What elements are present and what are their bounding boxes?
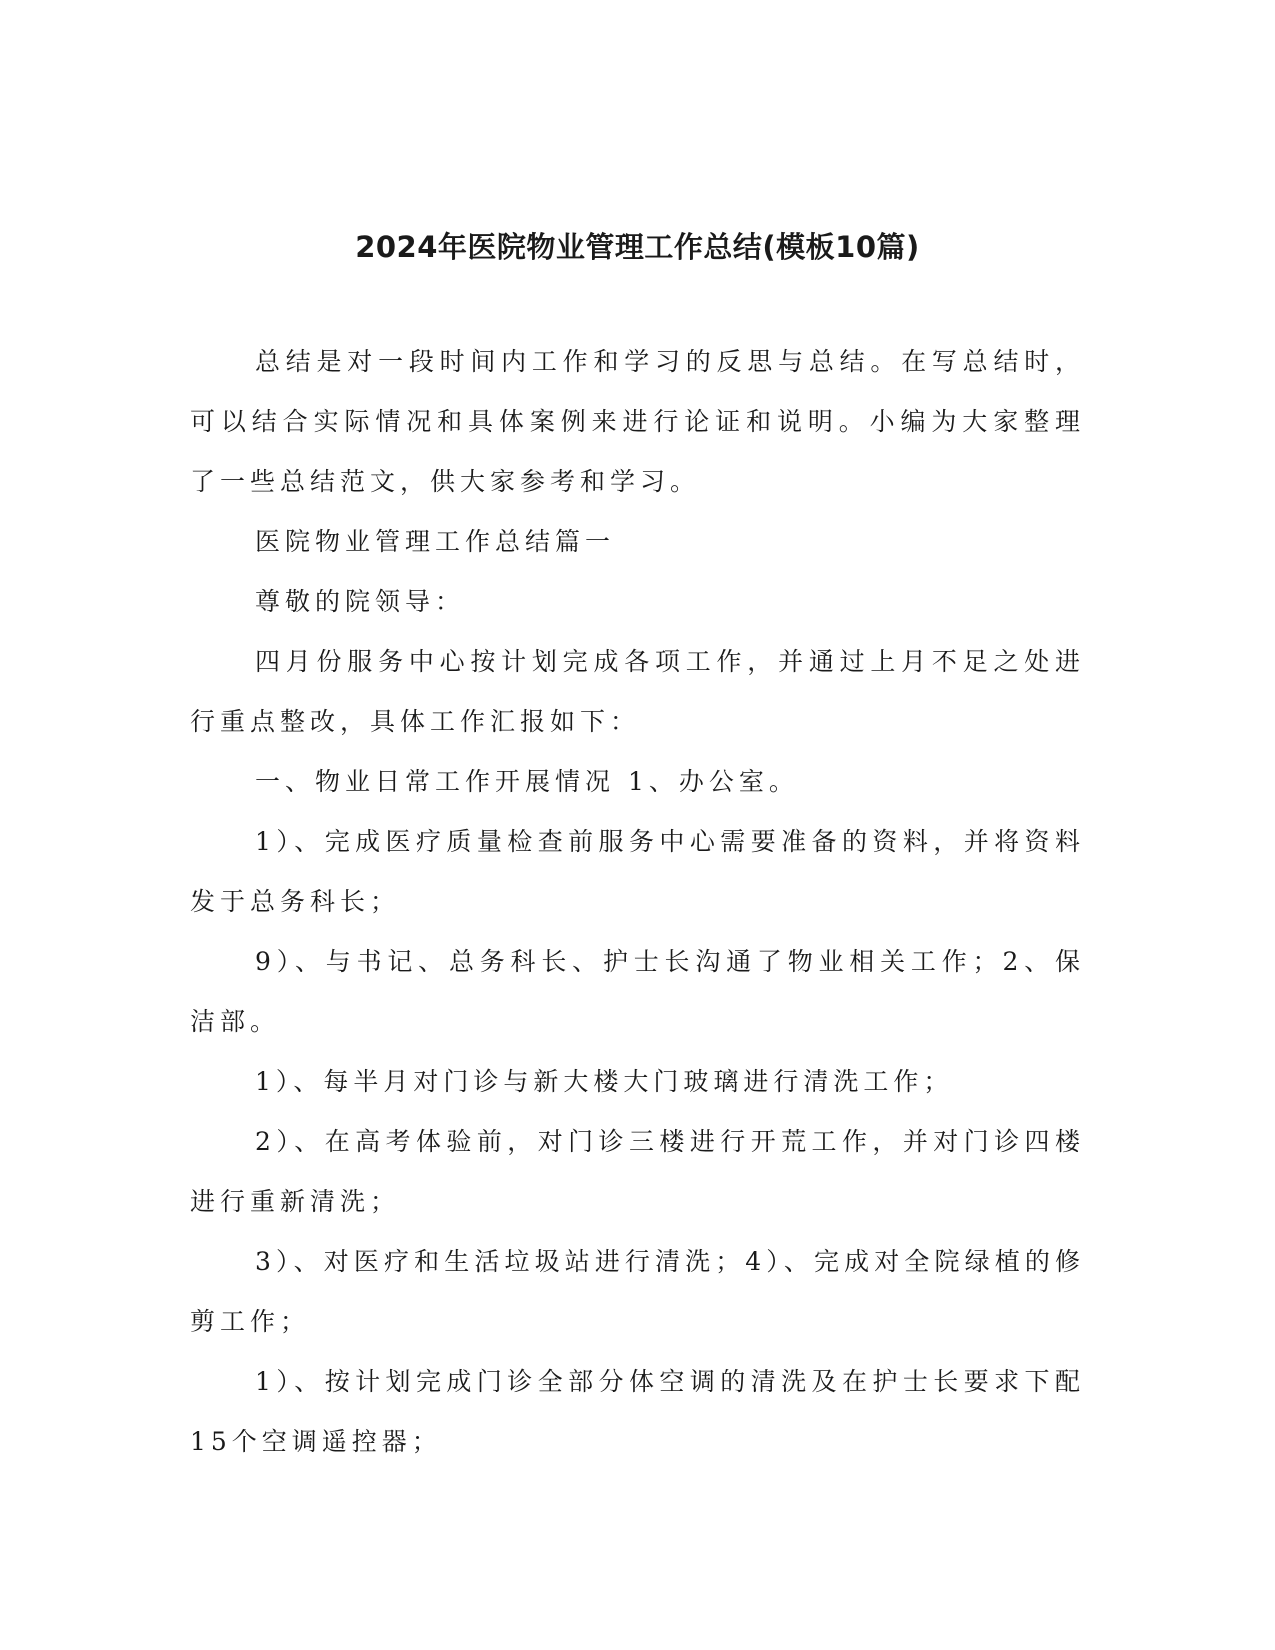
paragraph: 2）、在高考体验前，对门诊三楼进行开荒工作，并对门诊四楼进行重新清洗； — [190, 1127, 1085, 1216]
paragraph: 四月份服务中心按计划完成各项工作，并通过上月不足之处进行重点整改，具体工作汇报如下： — [190, 647, 1085, 736]
document-title: 2024年医院物业管理工作总结(模板10篇) — [355, 230, 920, 265]
paragraph: 一、物业日常工作开展情况 1、办公室。 — [255, 767, 799, 796]
paragraph: 1）、每半月对门诊与新大楼大门玻璃进行清洗工作； — [255, 1067, 954, 1096]
paragraph: 3）、对医疗和生活垃圾站进行清洗；4）、完成对全院绿植的修剪工作； — [190, 1247, 1085, 1336]
paragraph: 9）、与书记、总务科长、护士长沟通了物业相关工作；2、保洁部。 — [190, 947, 1085, 1036]
document-body — [190, 332, 1085, 1472]
paragraph: 1）、按计划完成门诊全部分体空调的清洗及在护士长要求下配15个空调遥控器； — [190, 1367, 1085, 1456]
paragraph-intro: 总结是对一段时间内工作和学习的反思与总结。在写总结时，可以结合实际情况和具体案例来进行论证和说明。小编为大家整理了一些总结范文，供大家参考和学习。 — [190, 347, 1085, 496]
paragraph-salutation: 尊敬的院领导： — [255, 587, 466, 616]
paragraph: 1）、完成医疗质量检查前服务中心需要准备的资料，并将资料发于总务科长； — [190, 827, 1085, 916]
paragraph-section-heading: 医院物业管理工作总结篇一 — [255, 527, 616, 556]
